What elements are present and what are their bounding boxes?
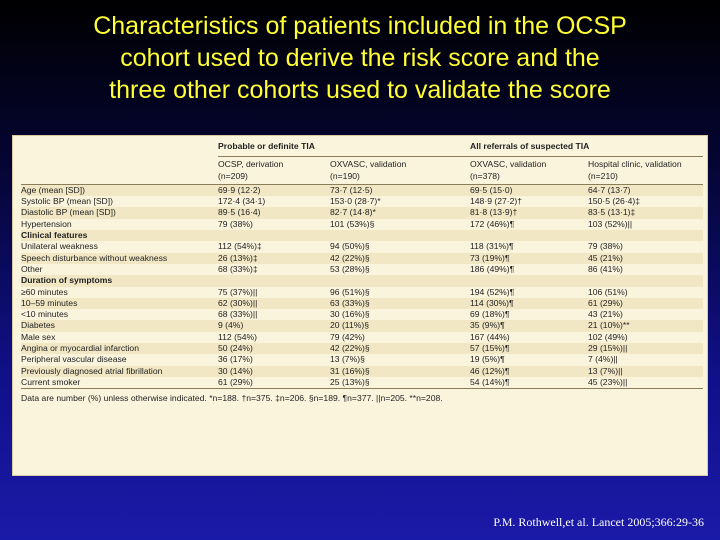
table-cell: 103 (52%)||: [588, 218, 633, 229]
row-label: Age (mean [SD]): [21, 184, 218, 196]
table-cell: 106 (51%): [588, 286, 628, 297]
table-cell: 50 (24%): [218, 343, 330, 354]
table-cell: 82·7 (14·8)*: [330, 207, 470, 218]
title-line-1: Characteristics of patients included in the OCSP: [93, 12, 627, 40]
table-cell: 36 (17%): [218, 354, 253, 365]
table-cell: 19 (5%)¶: [470, 354, 505, 365]
table-cell: 61 (29%): [218, 376, 253, 387]
table-cell: 45 (21%): [588, 253, 703, 264]
table-row: [21, 219, 703, 230]
table-cell: 73·7 (12·5): [330, 184, 470, 196]
table-cell: 30 (16%)§: [330, 309, 370, 320]
column-header: [330, 157, 470, 185]
table-row: [21, 264, 703, 275]
table-cell: 69 (18%)¶: [470, 309, 510, 320]
footnote-row: [21, 389, 703, 405]
section-label: Clinical features: [21, 230, 703, 241]
table-row: [21, 320, 703, 331]
table-cell: 114 (30%)¶: [470, 298, 588, 309]
section-row: [21, 230, 703, 241]
table-cell: 63 (33%)§: [330, 298, 470, 309]
row-label: Current smoker: [21, 376, 81, 387]
table-cell: 118 (31%)¶: [470, 241, 514, 252]
row-label: Systolic BP (mean [SD]): [21, 196, 114, 207]
table-cell: 112 (54%): [218, 331, 258, 342]
column-n: (n=210): [588, 170, 618, 181]
table-row: [21, 196, 703, 207]
row-label: ≥60 minutes: [21, 286, 68, 297]
table-cell: 69·9 (12·2): [218, 184, 330, 196]
table-cell: 153·0 (28·7)*: [330, 196, 381, 207]
table-cell: 148·9 (27·2)†: [470, 196, 523, 207]
table-cell: 167 (44%): [470, 331, 510, 342]
column-name: OXVASC, validation: [470, 159, 547, 170]
table-cell: 64·7 (13·7): [588, 184, 703, 196]
table-row: [21, 309, 703, 320]
row-label: Male sex: [21, 331, 56, 342]
table-cell: 89·5 (16·4): [218, 207, 330, 218]
table-cell: 21 (10%)**: [588, 320, 703, 331]
table-cell: 73 (19%)¶: [470, 253, 588, 264]
row-label: Other: [21, 263, 43, 274]
table-cell: 13 (7%)||: [588, 366, 703, 377]
table-cell: 186 (49%)¶: [470, 263, 515, 274]
group-header-referrals: All referrals of suspected TIA: [470, 139, 703, 157]
table-row: [21, 253, 703, 264]
table-row: [21, 366, 703, 377]
table-row: [21, 377, 703, 389]
table-cell: 7 (4%)||: [588, 354, 618, 365]
column-name: OXVASC, validation: [330, 159, 407, 170]
column-n: (n=378): [470, 170, 500, 181]
column-header: [588, 157, 703, 185]
table-cell: 96 (51%)§: [330, 286, 370, 297]
table-row: [21, 241, 703, 252]
table-cell: 94 (50%)§: [330, 241, 370, 252]
table-cell: 30 (14%): [218, 366, 330, 377]
column-n: (n=190): [330, 170, 360, 181]
table-cell: 53 (28%)§: [330, 263, 370, 274]
row-label: Unilateral weakness: [21, 241, 98, 252]
row-label: Previously diagnosed atrial fibrillation: [21, 366, 218, 377]
row-label: Peripheral vascular disease: [21, 354, 127, 365]
table-cell: 102 (49%): [588, 331, 628, 342]
column-name: OCSP, derivation: [218, 159, 284, 170]
title-line-3: three other cohorts used to validate the score: [109, 76, 611, 104]
table-cell: 13 (7%)§: [330, 354, 365, 365]
table-cell: 35 (9%)¶: [470, 320, 588, 331]
table-cell: 172 (46%)¶: [470, 218, 515, 229]
column-name: Hospital clinic, validation: [588, 159, 682, 170]
table-cell: 26 (13%)‡: [218, 253, 330, 264]
table-cell: 54 (14%)¶: [470, 376, 510, 387]
table-row: [21, 332, 703, 343]
section-row: [21, 275, 703, 286]
row-label: 10–59 minutes: [21, 298, 218, 309]
table-panel: [12, 135, 708, 476]
citation: P.M. Rothwell,et al. Lancet 2005;366:29-36: [493, 515, 704, 529]
table-cell: 75 (37%)||: [218, 286, 258, 297]
table-row: [21, 298, 703, 309]
table-cell: 79 (38%): [588, 241, 623, 252]
table-cell: 83·5 (13·1)‡: [588, 207, 703, 218]
table-cell: 79 (38%): [218, 218, 253, 229]
title-line-2: cohort used to derive the risk score and the: [120, 44, 600, 72]
table-cell: 42 (22%)§: [330, 253, 470, 264]
table-cell: 29 (15%)||: [588, 343, 703, 354]
table-cell: 61 (29%): [588, 298, 703, 309]
slide-title: [0, 10, 720, 106]
row-label: Diabetes: [21, 320, 218, 331]
table-row: [21, 354, 703, 365]
table-cell: 57 (15%)¶: [470, 343, 588, 354]
section-label: Duration of symptoms: [21, 275, 703, 286]
table-cell: 20 (11%)§: [330, 320, 470, 331]
table-cell: 101 (53%)§: [330, 218, 375, 229]
table-cell: 86 (41%): [588, 263, 623, 274]
table-cell: 45 (23%)||: [588, 376, 628, 387]
group-header-tia: Probable or definite TIA: [218, 139, 470, 157]
column-header: [470, 157, 588, 185]
table-cell: 68 (33%)||: [218, 309, 258, 320]
table-cell: 79 (42%): [330, 331, 365, 342]
table-row: [21, 343, 703, 354]
column-header-row: [21, 157, 703, 185]
patient-characteristics-table: [21, 139, 703, 405]
table-cell: 68 (33%)‡: [218, 263, 258, 274]
row-label: Speech disturbance without weakness: [21, 253, 218, 264]
table-cell: 172·4 (34·1): [218, 196, 266, 207]
row-label: Diastolic BP (mean [SD]): [21, 207, 218, 218]
column-n: (n=209): [218, 170, 248, 181]
table-row: [21, 184, 703, 196]
table-cell: 69·5 (15·0): [470, 184, 588, 196]
row-label: <10 minutes: [21, 309, 69, 320]
table-cell: 46 (12%)¶: [470, 366, 588, 377]
table-cell: 81·8 (13·9)†: [470, 207, 588, 218]
group-header-row: [21, 139, 703, 157]
table-cell: 42 (22%)§: [330, 343, 470, 354]
table-row: [21, 207, 703, 218]
table-row: [21, 287, 703, 298]
row-label: Hypertension: [21, 218, 72, 229]
table-cell: 9 (4%): [218, 320, 330, 331]
table-cell: 194 (52%)¶: [470, 286, 515, 297]
table-cell: 112 (54%)‡: [218, 241, 262, 252]
column-header: [218, 157, 330, 185]
table-cell: 31 (16%)§: [330, 366, 470, 377]
table-cell: 150·5 (26·4)‡: [588, 196, 641, 207]
row-label: Angina or myocardial infarction: [21, 343, 218, 354]
table-cell: 43 (21%): [588, 309, 623, 320]
table-footnote: Data are number (%) unless otherwise indicated. *n=188. †n=375. ‡n=206. §n=189. ¶n=377. ||n=205. **n=208.: [21, 389, 703, 405]
table-cell: 25 (13%)§: [330, 376, 370, 387]
table-cell: 62 (30%)||: [218, 298, 330, 309]
